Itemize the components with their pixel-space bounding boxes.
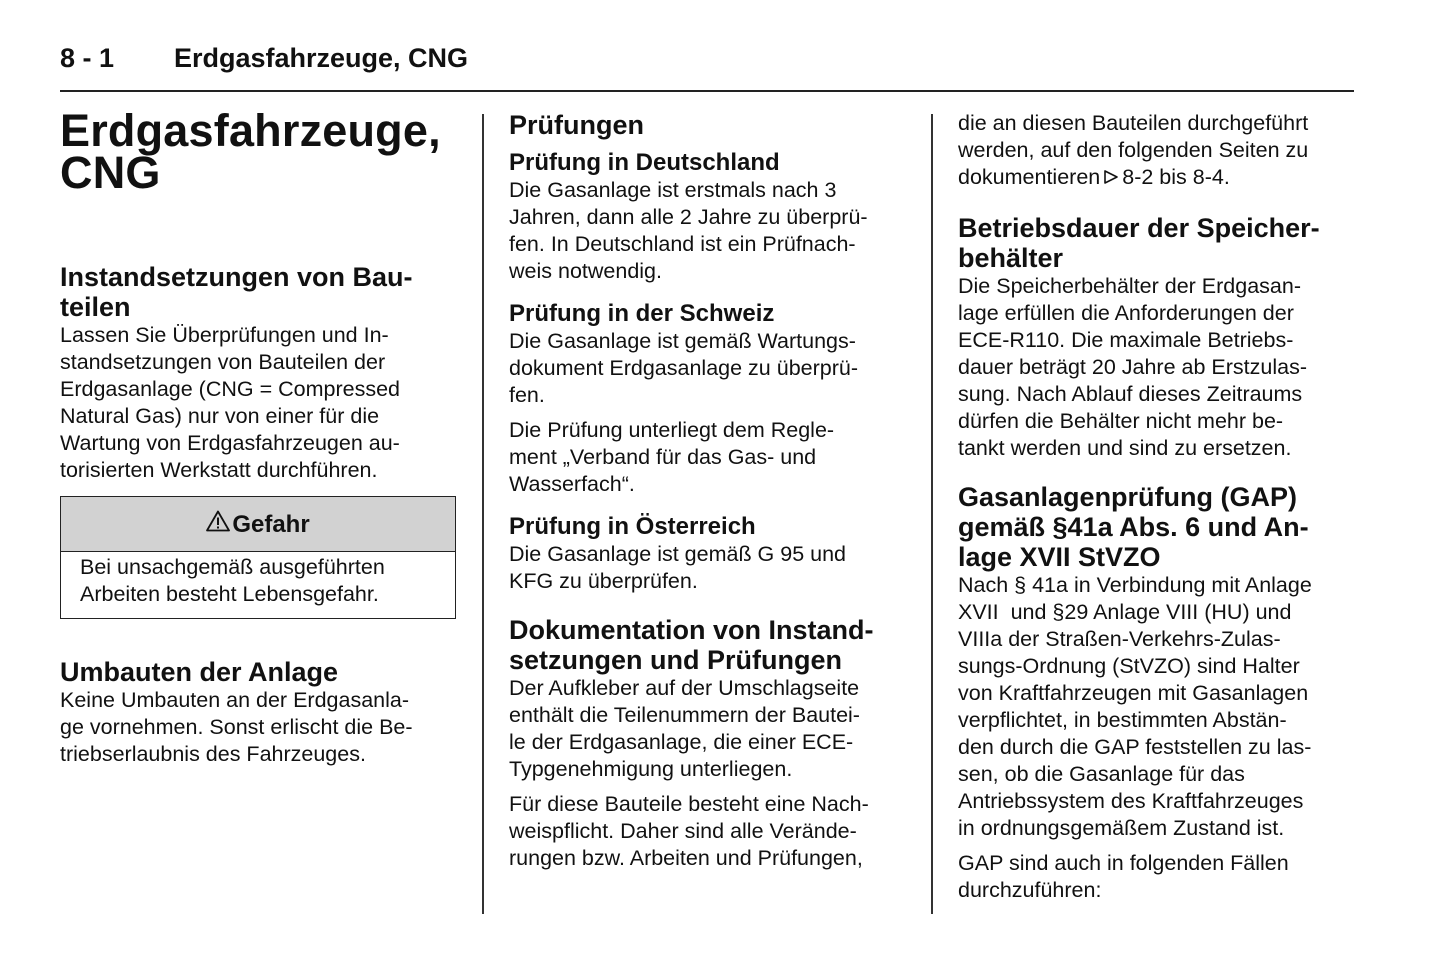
section-heading-documentation [509, 615, 909, 675]
text-line: ECE-R110. Die maximale Betriebs- [958, 328, 1294, 352]
section-heading-gap [958, 482, 1358, 572]
text-line: Wasserfach“. [509, 472, 635, 496]
chapter-title: Erdgasfahrzeuge, CNG [174, 43, 469, 73]
text-line: verpflichtet, in bestimmten Abstän- [958, 708, 1287, 732]
paragraph-lifetime [958, 273, 1358, 462]
column-3 [958, 110, 1358, 904]
paragraph-switzerland-1 [509, 328, 909, 409]
title-line: Erdgasfahrzeuge, [60, 105, 441, 156]
text-line: Bei unsachgemäß ausgeführten [80, 555, 385, 579]
heading-line: Gasanlagenprüfung (GAP) [958, 482, 1298, 512]
column-divider [482, 114, 484, 914]
text-line: weis notwendig. [509, 259, 662, 283]
subheading-germany: Prüfung in Deutschland [509, 149, 780, 176]
text-line: Antriebssystem des Kraftfahrzeuges [958, 789, 1304, 813]
text-line: Natural Gas) nur von einer für die [60, 404, 380, 428]
text-line: triebserlaubnis des Fahrzeuges. [60, 742, 366, 766]
text-line: lage erfüllen die Anforderungen der [958, 301, 1294, 325]
text-line: sung. Nach Ablauf dieses Zeitraums [958, 382, 1303, 406]
section-heading-modifications: Umbauten der Anlage [60, 657, 339, 687]
page-header [60, 38, 1354, 92]
page-title [60, 105, 460, 198]
text-line: Die Gasanlage ist erstmals nach 3 [509, 178, 837, 202]
text-line: den durch die GAP feststellen zu las- [958, 735, 1312, 759]
text-line: dürfen die Behälter nicht mehr be- [958, 409, 1284, 433]
text-line: Der Aufkleber auf der Umschlagseite [509, 676, 860, 700]
text-line: tankt werden und sind zu ersetzen. [958, 436, 1292, 460]
text-line: XVII und §29 Anlage VIII (HU) und [958, 600, 1292, 624]
text-line: die an diesen Bauteilen durchgeführt [958, 111, 1309, 135]
text-line: le der Erdgasanlage, die einer ECE- [509, 730, 854, 754]
paragraph-repairs [60, 322, 460, 484]
paragraph-documentation-1 [509, 675, 909, 783]
column-1 [60, 105, 460, 768]
text-line: fen. In Deutschland ist ein Prüfnach- [509, 232, 856, 256]
warning-triangle-icon [206, 510, 230, 538]
text-line: dokument Erdgasanlage zu überprü- [509, 356, 858, 380]
text-line: Die Gasanlage ist gemäß G 95 und [509, 542, 847, 566]
heading-line: teilen [60, 292, 131, 322]
text-line: fen. [509, 383, 545, 407]
text-line: weispflicht. Daher sind alle Verände- [509, 819, 857, 843]
heading-line: gemäß §41a Abs. 6 und An- [958, 512, 1309, 542]
text-line: Die Prüfung unterliegt dem Regle- [509, 418, 835, 442]
text-line: durchzuführen: [958, 878, 1102, 902]
paragraph-documentation-2 [509, 791, 909, 872]
text-line: Die Speicherbehälter der Erdgasan- [958, 274, 1302, 298]
text-line: Für diese Bauteile besteht eine Nach- [509, 792, 869, 816]
warning-text [61, 552, 455, 618]
paragraph-austria [509, 541, 909, 595]
text-line: Nach § 41a in Verbindung mit Anlage [958, 573, 1312, 597]
paragraph-gap-1 [958, 572, 1358, 842]
page-number: 8 - 1 [60, 43, 115, 73]
section-heading-inspections: Prüfungen [509, 110, 644, 140]
text-line: KFG zu überprüfen. [509, 569, 698, 593]
text-line: Lassen Sie Überprüfungen und In- [60, 323, 389, 347]
text-line: von Kraftfahrzeugen mit Gasanlagen [958, 681, 1309, 705]
text-line: Keine Umbauten an der Erdgasanla- [60, 688, 409, 712]
text-line: werden, auf den folgenden Seiten zu [958, 138, 1309, 162]
subheading-switzerland: Prüfung in der Schweiz [509, 300, 775, 327]
paragraph-switzerland-2 [509, 417, 909, 498]
heading-line: setzungen und Prüfungen [509, 645, 842, 675]
paragraph-gap-2 [958, 850, 1358, 904]
heading-line: behälter [958, 243, 1064, 273]
text-line: sungs-Ordnung (StVZO) sind Halter [958, 654, 1300, 678]
title-line: CNG [60, 147, 161, 198]
subheading-austria: Prüfung in Österreich [509, 513, 756, 540]
heading-line: Instandsetzungen von Bau- [60, 262, 413, 292]
text-line: GAP sind auch in folgenden Fällen [958, 851, 1289, 875]
text-line: Die Gasanlage ist gemäß Wartungs- [509, 329, 856, 353]
text-line: Arbeiten besteht Lebensgefahr. [80, 582, 379, 606]
paragraph-continued [958, 110, 1358, 193]
text-fragment: dokumentieren [958, 165, 1101, 189]
section-heading-lifetime [958, 213, 1358, 273]
text-line: rungen bzw. Arbeiten und Prüfungen, [509, 846, 863, 870]
column-divider [931, 114, 933, 914]
text-line: torisierten Werkstatt durchführen. [60, 458, 378, 482]
text-line [958, 164, 1358, 193]
paragraph-germany [509, 177, 909, 285]
text-line: Wartung von Erdgasfahrzeugen au- [60, 431, 400, 455]
text-line: in ordnungsgemäßem Zustand ist. [958, 816, 1285, 840]
text-line: ment „Verband für das Gas- und [509, 445, 817, 469]
text-line: ge vornehmen. Sonst erlischt die Be- [60, 715, 413, 739]
text-line: VIIIa der Straßen-Verkehrs-Zulas- [958, 627, 1281, 651]
column-2 [509, 110, 909, 872]
text-line: Typgenehmigung unterliegen. [509, 757, 793, 781]
text-line: Jahren, dann alle 2 Jahre zu überprü- [509, 205, 868, 229]
heading-line: Betriebsdauer der Speicher- [958, 213, 1320, 243]
text-line: enthält die Teilenummern der Bautei- [509, 703, 860, 727]
section-heading-repairs [60, 262, 460, 322]
warning-label: Gefahr [232, 510, 310, 538]
page-reference-link[interactable]: 8-2 bis 8-4. [1122, 165, 1230, 189]
text-line: standsetzungen von Bauteilen der [60, 350, 386, 374]
text-line: sen, ob die Gasanlage für das [958, 762, 1245, 786]
warning-header [61, 497, 455, 552]
paragraph-modifications [60, 687, 460, 768]
heading-line: lage XVII StVZO [958, 542, 1161, 572]
page-reference-arrow-icon [1103, 166, 1119, 193]
heading-line: Dokumentation von Instand- [509, 615, 874, 645]
text-line: Erdgasanlage (CNG = Compressed [60, 377, 400, 401]
text-line: dauer beträgt 20 Jahre ab Erstzulas- [958, 355, 1307, 379]
danger-warning-box [60, 496, 456, 619]
